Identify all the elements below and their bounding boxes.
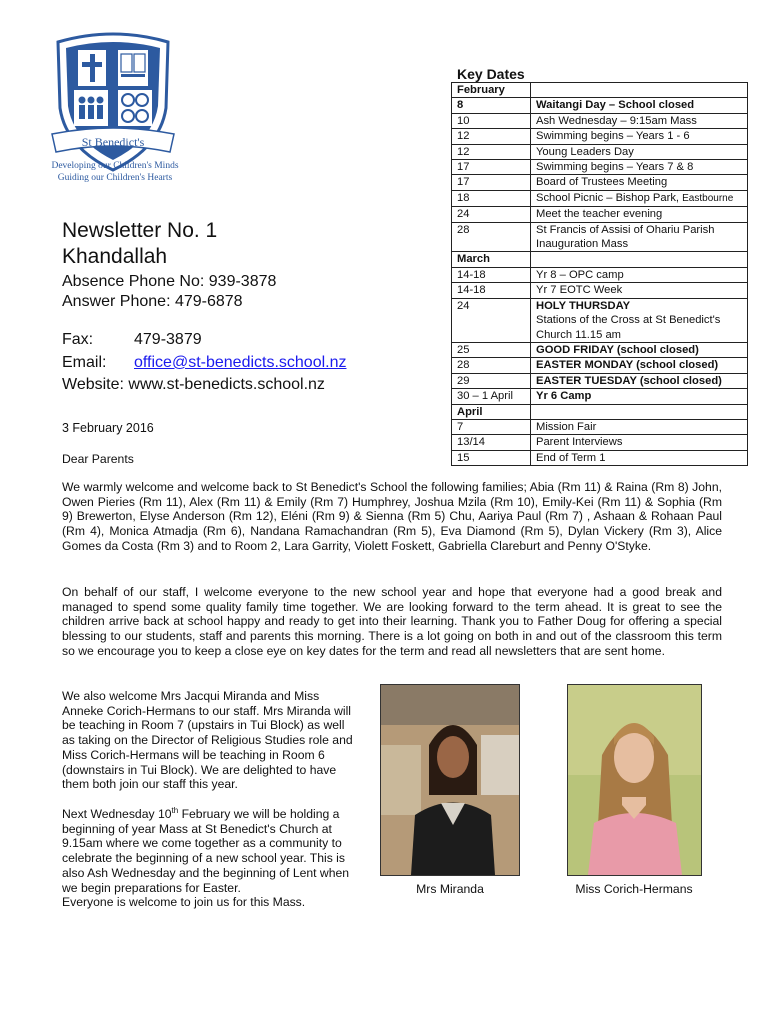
table-row: 24 Meet the teacher evening [452, 207, 748, 222]
answer-phone: Answer Phone: 479-6878 [62, 293, 243, 310]
table-row: 28 St Francis of Assisi of Ohariu Parish Inauguration Mass [452, 222, 748, 252]
table-row: 12 Swimming begins – Years 1 - 6 [452, 129, 748, 144]
email-link[interactable]: office@st-benedicts.school.nz [134, 354, 347, 371]
absence-phone: Absence Phone No: 939-3878 [62, 273, 277, 290]
website-line: Website: www.st-benedicts.school.nz [62, 376, 325, 393]
table-row: 25 GOOD FRIDAY (school closed) [452, 342, 748, 357]
greeting: Dear Parents [62, 452, 134, 466]
table-row: 28 EASTER MONDAY (school closed) [452, 358, 748, 373]
caption-miss-corich-hermans: Miss Corich-Hermans [575, 882, 693, 896]
email-line [62, 353, 347, 373]
photo-mrs-miranda [380, 684, 520, 876]
newsletter-location: Khandallah [62, 245, 168, 268]
month-april: April [452, 404, 531, 419]
welcome-families-paragraph: We warmly welcome and welcome back to St Benedict's School the following families; Abia (Rm 11) & Raina (Rm 8) John, Owen Pieries (Rm 11), Alex (Rm 11) & Emily (Rm 7) Humphrey, Joshua Mzila (Rm 10), Emily-Kei (Rm 11) & Sophia (Rm 9) Brewerton, Elyse Anderson (Rm 12), Eléni (Rm 9) & Sienna (Rm 5) Chu, Aariya Paul (Rm 7) , Ashaan & Rohaan Paul (Rm 4), Monica Atmadja (Rm 6), Nandana Ramachandran (Rm 5), Eva Diamond (Rm 5), Dylan Vickery (Rm 3), Alice Gomes da Costa (Rm 3) and to Room 2, Lara Garrity, Violett Foskett, Gabriella Clareburt and Penny O'Styke. [62, 480, 722, 553]
mass-paragraph: Next Wednesday 10th February we will be holding a beginning of year Mass at St Benedict's Church at 9.15am where we come together as a community to celebrate the beginning of a new school year. This is also Ash Wednesday and the beginning of Lent when we begin preparations for Easter. Everyone is welcome to join us for this Mass. [62, 805, 350, 910]
newsletter-date: 3 February 2016 [62, 421, 154, 435]
table-row: 7 Mission Fair [452, 419, 748, 434]
caption-mrs-miranda: Mrs Miranda [416, 882, 484, 896]
school-tagline [40, 160, 190, 184]
table-row: 14-18 Yr 8 – OPC camp [452, 267, 748, 282]
tagline-line-1: Developing our Children's Minds [51, 161, 179, 171]
photo-miss-corich-hermans [567, 684, 702, 876]
table-row: 13/14 Parent Interviews [452, 435, 748, 450]
table-row: 10 Ash Wednesday – 9:15am Mass [452, 113, 748, 128]
new-staff-paragraph: We also welcome Mrs Jacqui Miranda and Miss Anneke Corich-Hermans to our staff. Mrs Miranda will be teaching in Room 7 (upstairs in Tui Block) as well as taking on the Director of Religious Studies role and Miss Corich-Hermans will be teaching in Room 6 (downstairs in Tui Block). We are delighted to have them both join our staff this year. [62, 689, 353, 792]
table-row: 30 – 1 April Yr 6 Camp [452, 389, 748, 404]
table-row: 24 HOLY THURSDAY Stations of the Cross at St Benedict's Church 11.15 am [452, 298, 748, 342]
email-label: Email: [62, 354, 107, 371]
key-dates-title: Key Dates [457, 66, 525, 82]
table-row: 29 EASTER TUESDAY (school closed) [452, 373, 748, 388]
table-row: 18 School Picnic – Bishop Park, Eastbourne [452, 190, 748, 206]
month-february: February [452, 83, 531, 98]
table-row: 15 End of Term 1 [452, 450, 748, 465]
fax-number: 479-3879 [134, 331, 202, 348]
tagline-line-2: Guiding our Children's Hearts [57, 173, 173, 183]
newsletter-title: Newsletter No. 1 [62, 219, 218, 242]
fax-label: Fax: [62, 331, 94, 348]
fax-line [62, 330, 202, 350]
table-row: 17 Swimming begins – Years 7 & 8 [452, 160, 748, 175]
crest-school-name: St Benedict's [81, 135, 145, 149]
table-row: 17 Board of Trustees Meeting [452, 175, 748, 190]
table-row: 14-18 Yr 7 EOTC Week [452, 283, 748, 298]
key-dates-table [451, 82, 748, 466]
welcome-year-paragraph: On behalf of our staff, I welcome everyone to the new school year and hope that everyone had a good break and managed to spend some quality family time together. We are looking forward to the term ahead. It is great to see the children arrive back at school happy and ready to get into their learning. Thank you to Father Doug for offering a special blessing to our students, staff and parents this morning. There is a lot going on both in and out of the classroom this term so we encourage you to keep a close eye on key dates for the term and read all newsletters that are sent home. [62, 585, 722, 658]
table-row: 12 Young Leaders Day [452, 144, 748, 159]
table-row: 8 Waitangi Day – School closed [452, 98, 748, 113]
month-march: March [452, 252, 531, 267]
